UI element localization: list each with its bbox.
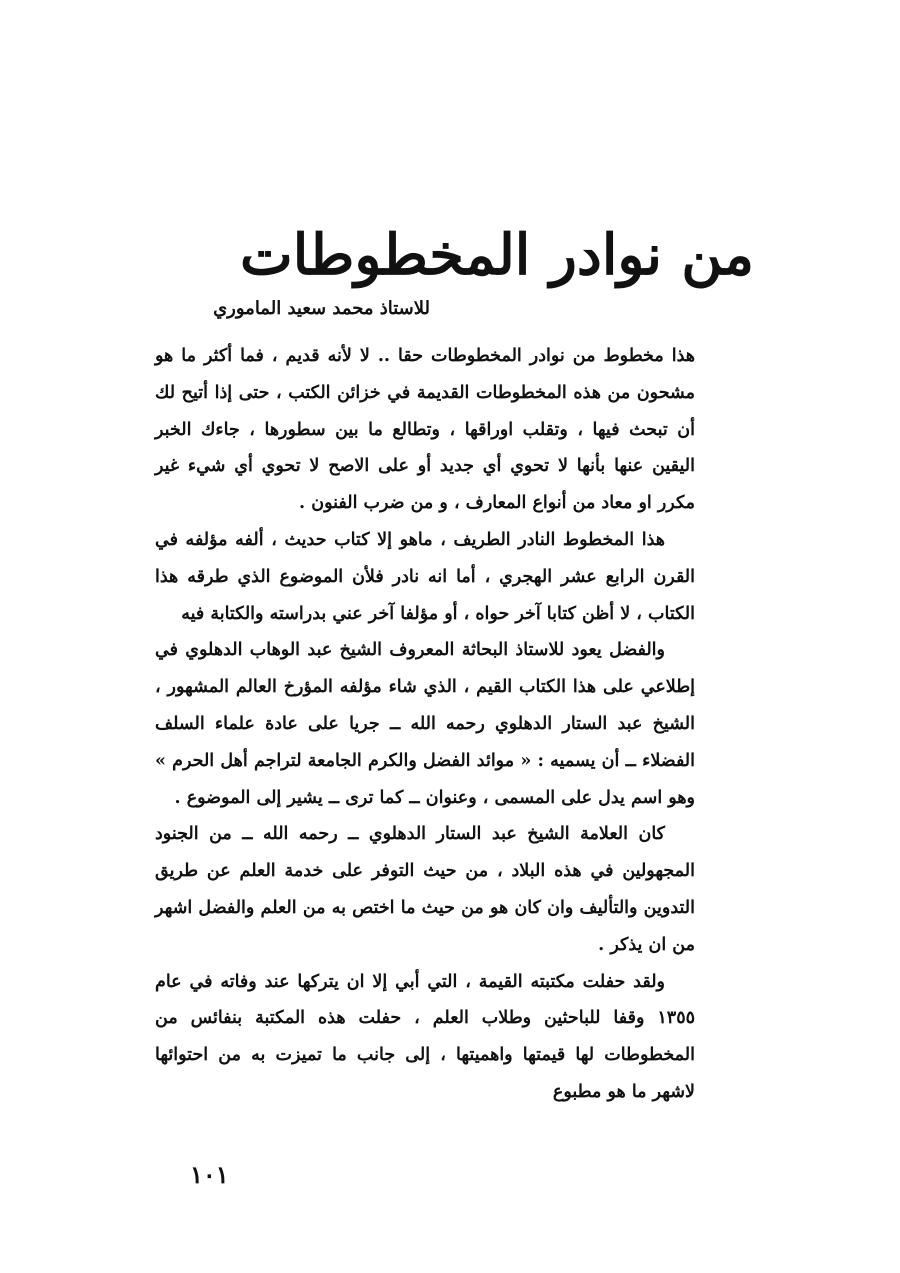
page-number: ١٠١: [190, 1160, 229, 1189]
paragraph-4: كان العلامة الشيخ عبد الستار الدهلوي ــ رحمه الله ــ من الجنود المجهولين في هذه البلاد ، من حيث التوفر على خدمة العلم عن طريق التدوين والتأليف وان كان هو من حيث ما اختص به من العلم والفضل اشهر من ان يذكر .: [155, 824, 695, 955]
paragraph-1: هذا مخطوط من نوادر المخطوطات حقا .. لا لأنه قديم ، فما أكثر ما هو مشحون من هذه المخطوطات القديمة في خزائن الكتب ، حتى إذا أتيح لك أن تبحث فيها ، وتقلب اوراقها ، وتطالع ما بين سطورها ، جاءك الخبر اليقين عنها بأنها لا تحوي أي جديد أو على الاصح لا تحوي أي شيء غير مكرر او معاد من أنواع المعارف ، و من ضرب الفنون .: [155, 346, 695, 514]
paragraph-5: ولقد حفلت مكتبته القيمة ، التي أبي إلا ان يتركها عند وفاته في عام ١٣٥٥ وقفا للباحثين وطلاب العلم ، حفلت هذه المكتبة بنفائس من المخطوطات لها قيمتها واهميتها ، إلى جانب ما تميزت به من احتوائها لاشهر ما هو مطبوع: [155, 971, 695, 1102]
paragraph-2: هذا المخطوط النادر الطريف ، ماهو إلا كتاب حديث ، ألفه مؤلفه في القرن الرابع عشر الهجري ، أما انه نادر فلأن الموضوع الذي طرقه هذا الكتاب ، لا أظن كتابا آخر حواه ، أو مؤلفا آخر عني بدراسته والكتابة فيه: [155, 529, 695, 624]
article-author: للاستاذ محمد سعيد الماموري: [213, 298, 430, 319]
article-title: من نوادر المخطوطات: [240, 222, 755, 288]
article-body: [155, 338, 695, 1111]
paragraph-3: والفضل يعود للاستاذ البحاثة المعروف الشيخ عبد الوهاب الدهلوي في إطلاعي على هذا الكتاب القيم ، الذي شاء مؤلفه المؤرخ العالم المشهور ، الشيخ عبد الستار الدهلوي رحمه الله ــ جريا على عادة علماء السلف الفضلاء ــ أن يسميه : « موائد الفضل والكرم الجامعة لتراجم أهل الحرم » وهو اسم يدل على المسمى ، وعنوان ــ كما ترى ــ يشير إلى الموضوع .: [155, 640, 695, 808]
